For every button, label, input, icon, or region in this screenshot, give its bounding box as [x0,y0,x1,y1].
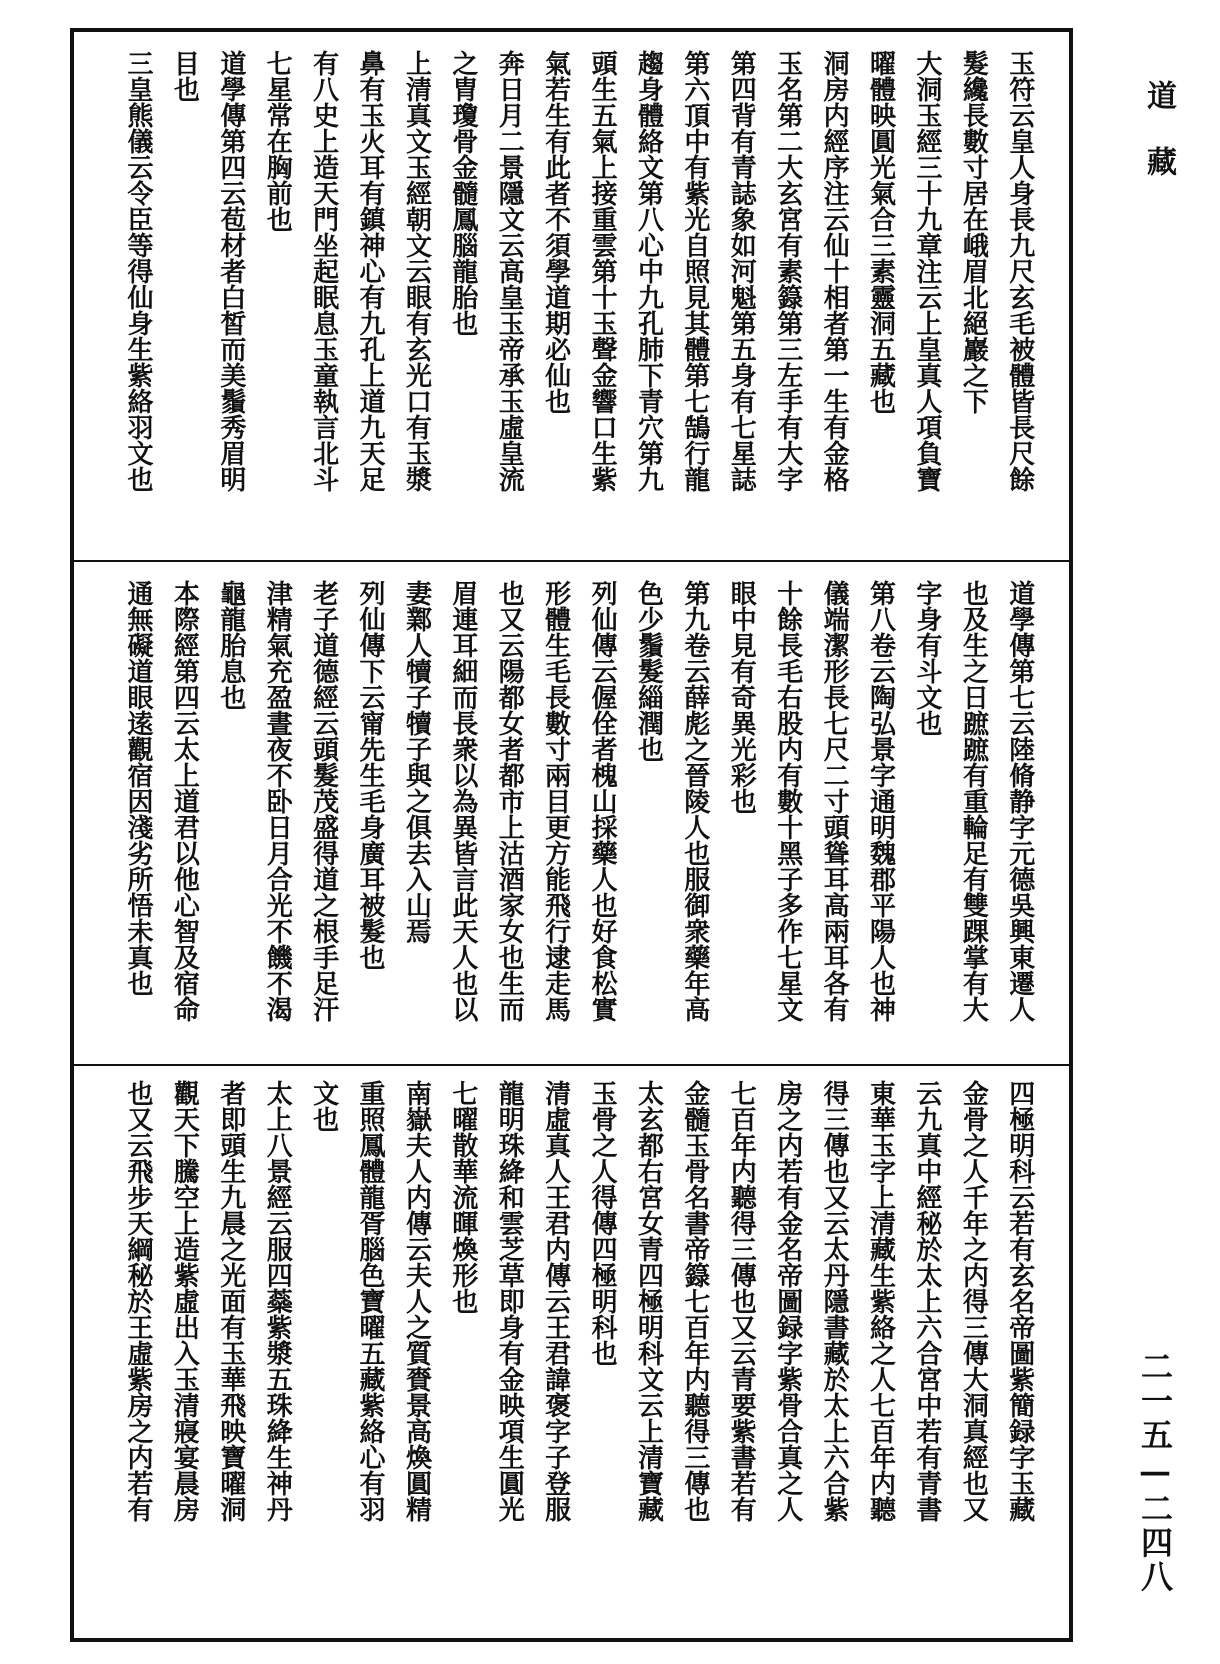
text-column: 形體生毛長數寸兩目更方能飛行逮走馬 [540,580,571,1022]
text-column: 鼻有玉火耳有鎮神心有九孔上道九天足 [355,50,386,492]
text-column: 第四背有青誌象如河魁第五身有七星誌 [726,50,757,492]
text-column: 本際經第四云太上道君以他心智及宿命 [169,580,200,1022]
text-column: 趨身體絡文第八心中九孔肺下青穴第九 [633,50,664,492]
text-column: 七星常在胸前也 [262,50,293,232]
text-column: 龜龍胎息也 [215,580,246,710]
text-column: 文也 [308,1080,339,1132]
text-column: 云九真中經秘於太上六合宮中若有青書 [911,1080,942,1522]
text-column: 玉骨之人得傳四極明科也 [587,1080,618,1366]
text-column: 清虛真人王君内傳云王君諱褒字子登服 [540,1080,571,1522]
page-frame [70,28,1073,1642]
text-column: 上清真文玉經朝文云眼有玄光口有玉漿 [401,50,432,492]
text-column: 津精氣充盈晝夜不卧日月合光不饑不渴 [262,580,293,1022]
text-column: 七曜散華流暉煥形也 [447,1080,478,1314]
page-number: 二一五—二四八 [1136,1350,1174,1594]
text-column: 字身有斗文也 [911,580,942,736]
text-column: 觀天下騰空上造紫虛出入玉清寢宴晨房 [169,1080,200,1522]
text-column: 東華玉字上清藏生紫絡之人七百年内聽 [865,1080,896,1522]
text-column: 奔日月二景隱文云高皇玉帝承玉虛皇流 [494,50,525,492]
text-column: 太上八景經云服四蘂紫漿五珠絳生神丹 [262,1080,293,1522]
text-panel-middle [74,580,1069,1070]
text-column: 第八卷云陶弘景字通明魏郡平陽人也神 [865,580,896,1022]
text-column: 龍明珠絳和雲芝草即身有金映項生圓光 [494,1080,525,1522]
text-column: 七百年内聽得三傳也又云青要紫書若有 [726,1080,757,1522]
text-column: 金骨之人千年之内得三傳大洞真經也又 [958,1080,989,1522]
text-column: 列仙傳云偓佺者槐山採藥人也好食松實 [587,580,618,1022]
text-column: 眼中見有奇異光彩也 [726,580,757,814]
text-column: 第九卷云薛彪之晉陵人也服御衆藥年高 [679,580,710,1022]
text-column: 色少鬚髮緇潤也 [633,580,664,762]
text-column: 也又云陽都女者都市上沽酒家女也生而 [494,580,525,1022]
text-column: 通無礙道眼逺觀宿因淺劣所悟未真也 [123,580,153,996]
text-column: 頭生五氣上接重雲第十玉聲金響口生紫 [587,50,618,492]
text-column: 大洞玉經三十九章注云上皇真人項負寶 [911,50,942,492]
text-column: 也及生之日蹠蹠有重輪足有雙踝掌有大 [958,580,989,1022]
text-panel-bottom [74,1080,1069,1620]
text-column: 髮纔長數寸居在峨眉北絕巖之下 [958,50,989,414]
text-column: 十餘長毛右股内有數十黑子多作七星文 [772,580,803,1022]
text-column: 曜體映圓光氣合三素靈洞五藏也 [865,50,896,414]
text-column: 玉符云皇人身長九尺玄毛被體皆長尺餘 [1004,50,1035,492]
text-column: 太玄都右宮女青四極明科文云上清寶藏 [633,1080,664,1522]
text-column: 得三傳也又云太丹隱書藏於太上六合紫 [819,1080,850,1522]
text-column: 南嶽夫人内傳云夫人之質賚景高煥圓精 [401,1080,432,1522]
panel-divider [74,560,1069,562]
text-column: 道學傳第七云陸脩静字元德吳興東遷人 [1004,580,1035,1022]
text-column: 四極明科云若有玄名帝圖紫簡録字玉藏 [1004,1080,1035,1522]
text-column: 老子道德經云頭髮茂盛得道之根手足汗 [308,580,339,1022]
text-column: 妻鄴人犢子犢子與之俱去入山焉 [401,580,432,944]
text-panel-top [74,50,1069,546]
text-column: 房之内若有金名帝圖録字紫骨合真之人 [772,1080,803,1522]
text-column: 洞房内經序注云仙十相者第一生有金格 [819,50,850,492]
text-column: 也又云飛步天綱秘於王虛紫房之内若有 [123,1080,153,1522]
panel-divider [74,1064,1069,1066]
text-column: 之胄瓊骨金髓鳳腦龍胎也 [447,50,478,336]
text-column: 第六頂中有紫光自照見其體第七鵠行龍 [679,50,710,492]
collection-title: 道藏 [1141,80,1176,212]
text-column: 玉名第二大玄宮有素籙第三左手有大字 [772,50,803,492]
text-column: 列仙傳下云甯先生毛身廣耳被髮也 [355,580,386,970]
text-column: 有八史上造天門坐起眠息玉童執言北斗 [308,50,339,492]
text-column: 道學傳第四云苞材者白皙而美鬚秀眉明 [215,50,246,492]
text-column: 重照鳳體龍胥腦色寶曜五藏紫絡心有羽 [355,1080,386,1522]
text-column: 儀端潔形長七尺二寸頭聳耳高兩耳各有 [819,580,850,1022]
text-column: 眉連耳細而長衆以為異皆言此天人也以 [447,580,478,1022]
text-column: 氣若生有此者不須學道期必仙也 [540,50,571,414]
text-column: 目也 [169,50,200,102]
text-column: 者即頭生九晨之光面有玉華飛映寶曜洞 [215,1080,246,1522]
text-column: 金髓玉骨名書帝籙七百年内聽得三傳也 [679,1080,710,1522]
text-column: 三皇熊儀云令臣等得仙身生紫絡羽文也 [123,50,153,492]
